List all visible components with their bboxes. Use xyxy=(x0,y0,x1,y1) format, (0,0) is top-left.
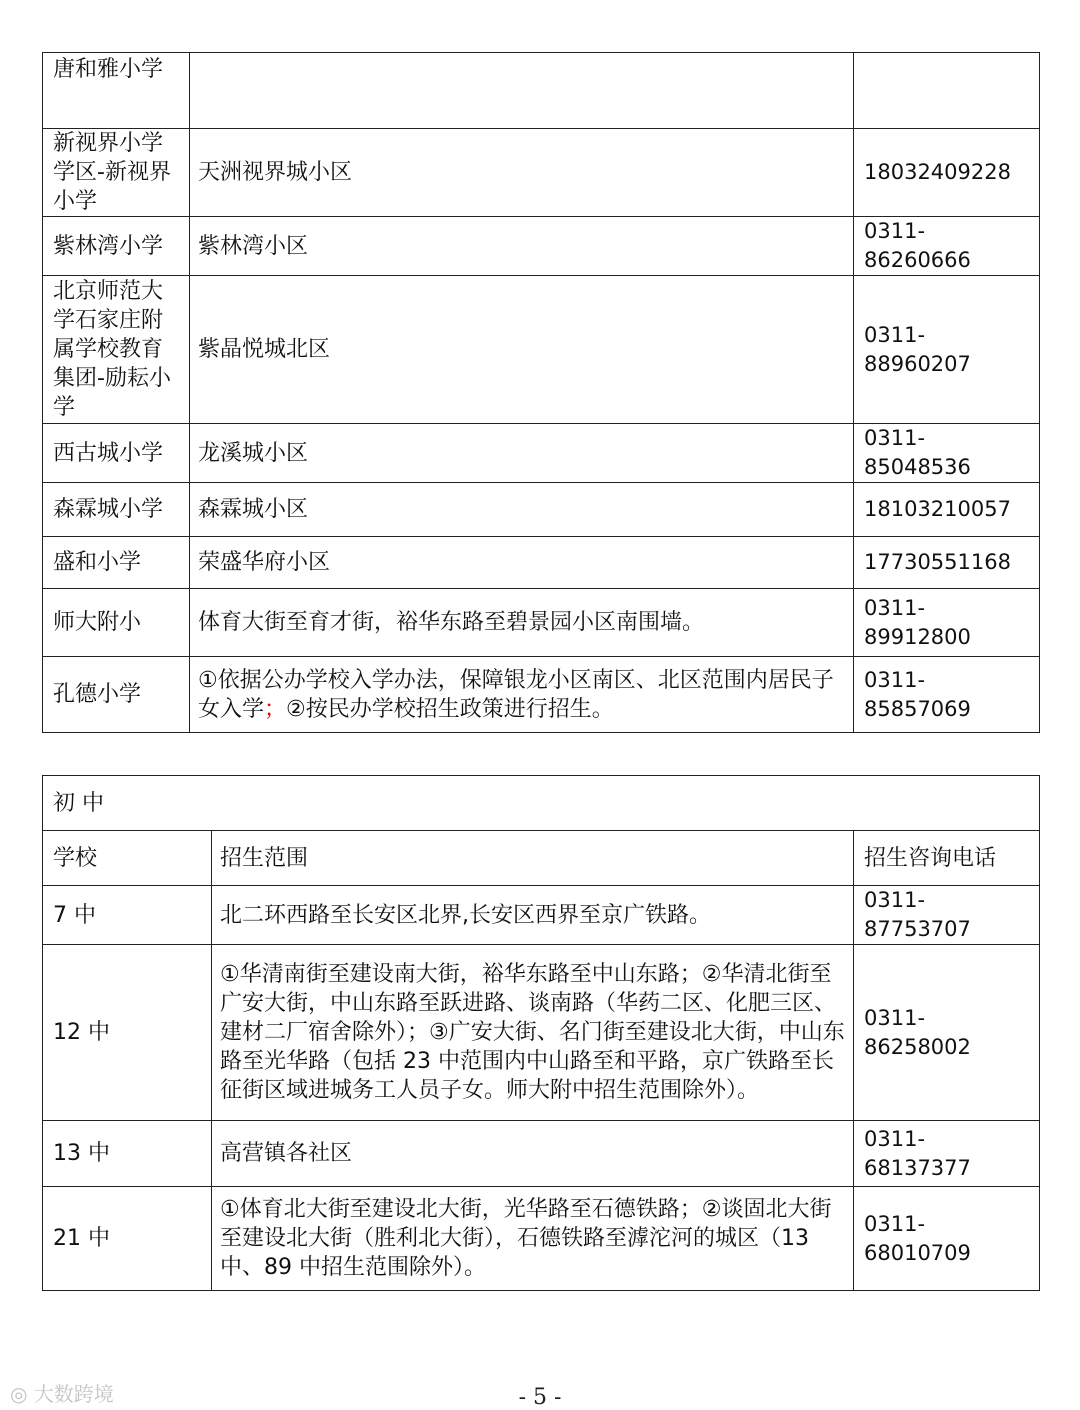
table-row xyxy=(43,483,1040,537)
school-name: 紫林湾小学 xyxy=(43,217,190,276)
table-row xyxy=(43,657,1040,733)
phone-number: 18032409228 xyxy=(854,129,1040,217)
phone-number: 18103210057 xyxy=(854,483,1040,537)
header-phone: 招生咨询电话 xyxy=(854,831,1040,886)
enrollment-scope: 体育大街至育才街，裕华东路至碧景园小区南围墙。 xyxy=(190,589,854,657)
school-name: 盛和小学 xyxy=(43,537,190,589)
phone-number: 0311-88960207 xyxy=(854,276,1040,424)
table-row xyxy=(43,424,1040,483)
phone-number: 0311-86258002 xyxy=(854,945,1040,1121)
school-name: 孔德小学 xyxy=(43,657,190,733)
scope-text-part-1: ①依据公办学校入学办法，保障银龙小区南区、北区范围内居民子女入学 xyxy=(198,667,834,722)
watermark-text: 大数跨境 xyxy=(33,1382,114,1406)
school-name: 21 中 xyxy=(43,1187,212,1291)
phone-number: 0311-68137377 xyxy=(854,1121,1040,1187)
table-row xyxy=(43,537,1040,589)
school-name: 北京师范大学石家庄附属学校教育集团-励耘小学 xyxy=(43,276,190,424)
school-name: 唐和雅小学 xyxy=(43,53,190,129)
phone-number xyxy=(854,53,1040,129)
phone-number: 0311-86260666 xyxy=(854,217,1040,276)
phone-number: 17730551168 xyxy=(854,537,1040,589)
enrollment-scope: 紫晶悦城北区 xyxy=(190,276,854,424)
scope-separator: ； xyxy=(264,696,287,722)
enrollment-scope xyxy=(190,53,854,129)
school-name: 新视界小学学区-新视界小学 xyxy=(43,129,190,217)
enrollment-scope: ①体育北大街至建设北大街，光华路至石德铁路；②谈固北大街至建设北大街（胜利北大街），石德铁路至滹沱河的城区（13 中、89 中招生范围除外）。 xyxy=(212,1187,854,1291)
table-row xyxy=(43,217,1040,276)
phone-number: 0311-85857069 xyxy=(854,657,1040,733)
table-row xyxy=(43,1121,1040,1187)
school-name: 13 中 xyxy=(43,1121,212,1187)
section-title: 初 中 xyxy=(43,776,1040,831)
school-name: 师大附小 xyxy=(43,589,190,657)
enrollment-scope: 龙溪城小区 xyxy=(190,424,854,483)
junior-high-table xyxy=(42,775,1040,1291)
table-row xyxy=(43,276,1040,424)
enrollment-scope: 高营镇各社区 xyxy=(212,1121,854,1187)
header-scope: 招生范围 xyxy=(212,831,854,886)
table-row xyxy=(43,53,1040,129)
header-row xyxy=(43,831,1040,886)
enrollment-scope: 森霖城小区 xyxy=(190,483,854,537)
enrollment-scope: 天洲视界城小区 xyxy=(190,129,854,217)
header-school: 学校 xyxy=(43,831,212,886)
enrollment-scope: 荣盛华府小区 xyxy=(190,537,854,589)
scope-text-part-2: ②按民办学校招生政策进行招生。 xyxy=(286,696,614,722)
school-name: 森霖城小学 xyxy=(43,483,190,537)
table-row xyxy=(43,945,1040,1121)
table-row xyxy=(43,886,1040,945)
weibo-icon: ◎ xyxy=(10,1382,28,1406)
phone-number: 0311-87753707 xyxy=(854,886,1040,945)
page-number: - 5 - xyxy=(518,1385,562,1410)
table-row xyxy=(43,589,1040,657)
school-name: 12 中 xyxy=(43,945,212,1121)
section-title-row xyxy=(43,776,1040,831)
enrollment-scope: 北二环西路至长安区北界,长安区西界至京广铁路。 xyxy=(212,886,854,945)
enrollment-scope: 紫林湾小区 xyxy=(190,217,854,276)
phone-number: 0311-68010709 xyxy=(854,1187,1040,1291)
table-row xyxy=(43,129,1040,217)
phone-number: 0311-89912800 xyxy=(854,589,1040,657)
primary-school-table xyxy=(42,52,1040,733)
school-name: 7 中 xyxy=(43,886,212,945)
enrollment-scope xyxy=(190,657,854,733)
phone-number: 0311-85048536 xyxy=(854,424,1040,483)
table-row xyxy=(43,1187,1040,1291)
school-name: 西古城小学 xyxy=(43,424,190,483)
enrollment-scope: ①华清南街至建设南大街，裕华东路至中山东路；②华清北街至广安大街，中山东路至跃进路、谈南路（华药二区、化肥三区、建材二厂宿舍除外）；③广安大街、名门街至建设北大街，中山东路至光华路（包括 23 中范围内中山路至和平路，京广铁路至长征街区域进城务工人员子女。师大附中招生范围除外）。 xyxy=(212,945,854,1121)
